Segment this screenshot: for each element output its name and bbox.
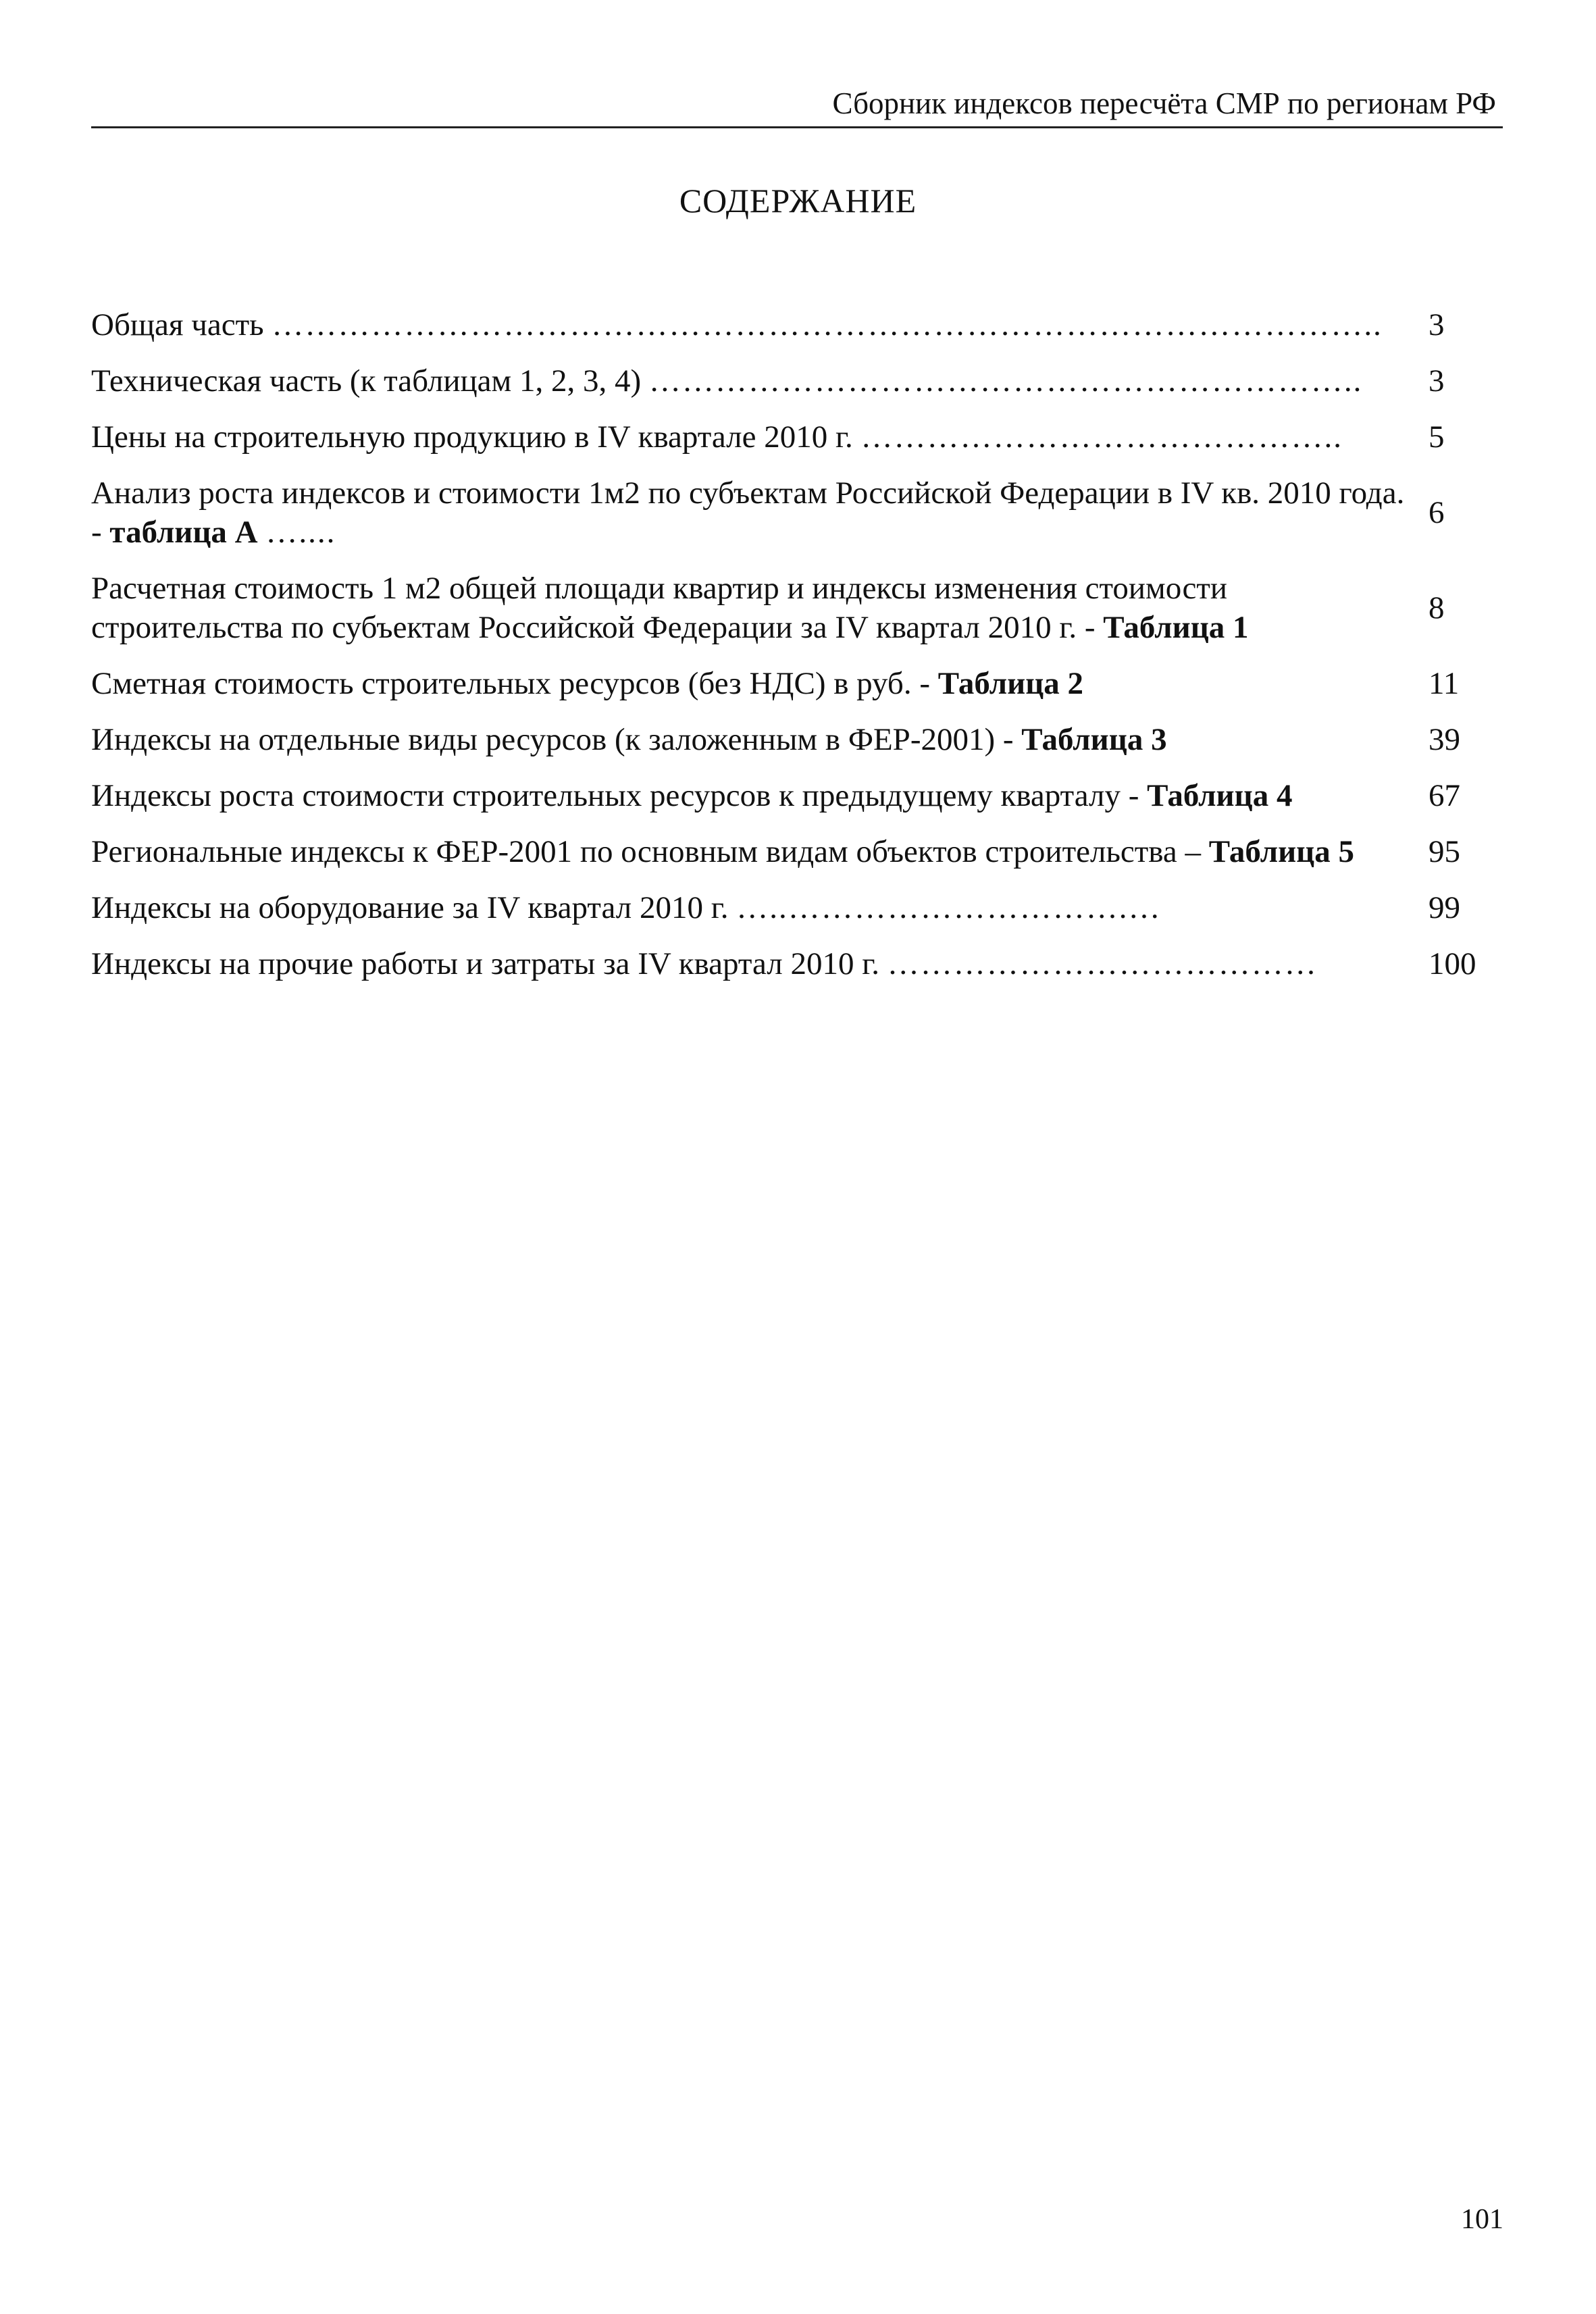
- toc-entry[interactable]: [91, 832, 1503, 871]
- toc-entry-table-ref: Таблица 3: [1021, 722, 1167, 757]
- toc-entry-label: Индексы роста стоимости строительных ресурсов к предыдущему кварталу -: [91, 778, 1139, 813]
- toc-entry-text: [91, 569, 1415, 647]
- toc-entry-table-ref: Таблица 5: [1208, 834, 1355, 869]
- toc-entry-table-ref: Таблица 2: [937, 666, 1084, 701]
- toc-entry-page: 67: [1428, 778, 1460, 813]
- toc-entry-label: Сметная стоимость строительных ресурсов (без НДС) в руб. -: [91, 666, 930, 701]
- toc-entry-page: 39: [1428, 722, 1460, 757]
- toc-entry-text: [91, 305, 1415, 344]
- toc-entry-label: Общая часть: [91, 307, 264, 342]
- toc-entry-text: [91, 720, 1415, 759]
- toc-entry-table-ref: таблица А: [109, 515, 258, 550]
- toc-entry-text: [91, 473, 1415, 552]
- toc-entry-page: 95: [1428, 834, 1460, 869]
- toc-entry[interactable]: [91, 569, 1503, 647]
- toc-entry[interactable]: [91, 417, 1503, 457]
- toc-entry-text: [91, 832, 1415, 871]
- toc-entry-label: Индексы на отдельные виды ресурсов (к заложенным в ФЕР-2001) -: [91, 722, 1014, 757]
- running-header-title: Сборник индексов пересчёта СМР по регионам РФ: [832, 86, 1496, 120]
- toc-entry-leader: ……………………………………..: [860, 419, 1343, 455]
- toc-entry[interactable]: [91, 305, 1503, 344]
- toc-entry-label: Анализ роста индексов и стоимости 1м2 по субъектам Российской Федерации в IV кв. 2010 года. -: [91, 475, 1405, 550]
- toc-entry[interactable]: [91, 361, 1503, 401]
- table-of-contents: [91, 305, 1503, 1000]
- toc-entry-text: [91, 944, 1415, 983]
- toc-entry-label: Цены на строительную продукцию в IV квартале 2010 г.: [91, 419, 853, 455]
- toc-entry[interactable]: [91, 720, 1503, 759]
- toc-entry-page: 8: [1428, 590, 1445, 625]
- toc-entry[interactable]: [91, 776, 1503, 815]
- toc-entry-table-ref: Таблица 4: [1147, 778, 1293, 813]
- page-number: 101: [1461, 2204, 1503, 2235]
- toc-entry-page: 5: [1428, 419, 1445, 455]
- toc-entry-text: [91, 888, 1415, 927]
- toc-entry[interactable]: [91, 944, 1503, 983]
- toc-entry[interactable]: [91, 473, 1503, 552]
- toc-entry-page: 3: [1428, 363, 1445, 398]
- toc-entry-leader: ………………………………………………………..: [648, 363, 1363, 398]
- toc-entry-text: [91, 417, 1415, 457]
- toc-title: СОДЕРЖАНИЕ: [679, 182, 917, 220]
- toc-entry-page: 3: [1428, 307, 1445, 342]
- toc-entry-text: [91, 776, 1415, 815]
- toc-entry-label: Индексы на прочие работы и затраты за IV квартал 2010 г.: [91, 946, 879, 981]
- toc-entry-page: 6: [1428, 495, 1445, 530]
- toc-entry-table-ref: Таблица 1: [1103, 610, 1249, 645]
- toc-entry-leader: …....: [265, 515, 336, 550]
- toc-entry-label: Расчетная стоимость 1 м2 общей площади квартир и индексы изменения стоимости строительства по субъектам Российской Федерации за IV квартал 2010 г. -: [91, 571, 1228, 645]
- toc-entry-leader: …………………………………: [887, 946, 1318, 981]
- toc-entry-text: [91, 664, 1415, 703]
- toc-entry[interactable]: [91, 888, 1503, 927]
- running-header: [91, 80, 1503, 128]
- toc-entry[interactable]: [91, 664, 1503, 703]
- toc-entry-text: [91, 361, 1415, 401]
- toc-entry-label: Региональные индексы к ФЕР-2001 по основным видам объектов строительства –: [91, 834, 1201, 869]
- toc-entry-leader: ………………………………………………………………………………………..: [272, 307, 1383, 342]
- toc-entry-page: 99: [1428, 890, 1460, 925]
- toc-entry-label: Индексы на оборудование за IV квартал 2010 г.: [91, 890, 729, 925]
- toc-entry-leader: …..………………………….…: [736, 890, 1162, 925]
- toc-entry-page: 100: [1428, 946, 1476, 981]
- toc-entry-page: 11: [1428, 666, 1460, 701]
- toc-entry-label: Техническая часть (к таблицам 1, 2, 3, 4): [91, 363, 642, 398]
